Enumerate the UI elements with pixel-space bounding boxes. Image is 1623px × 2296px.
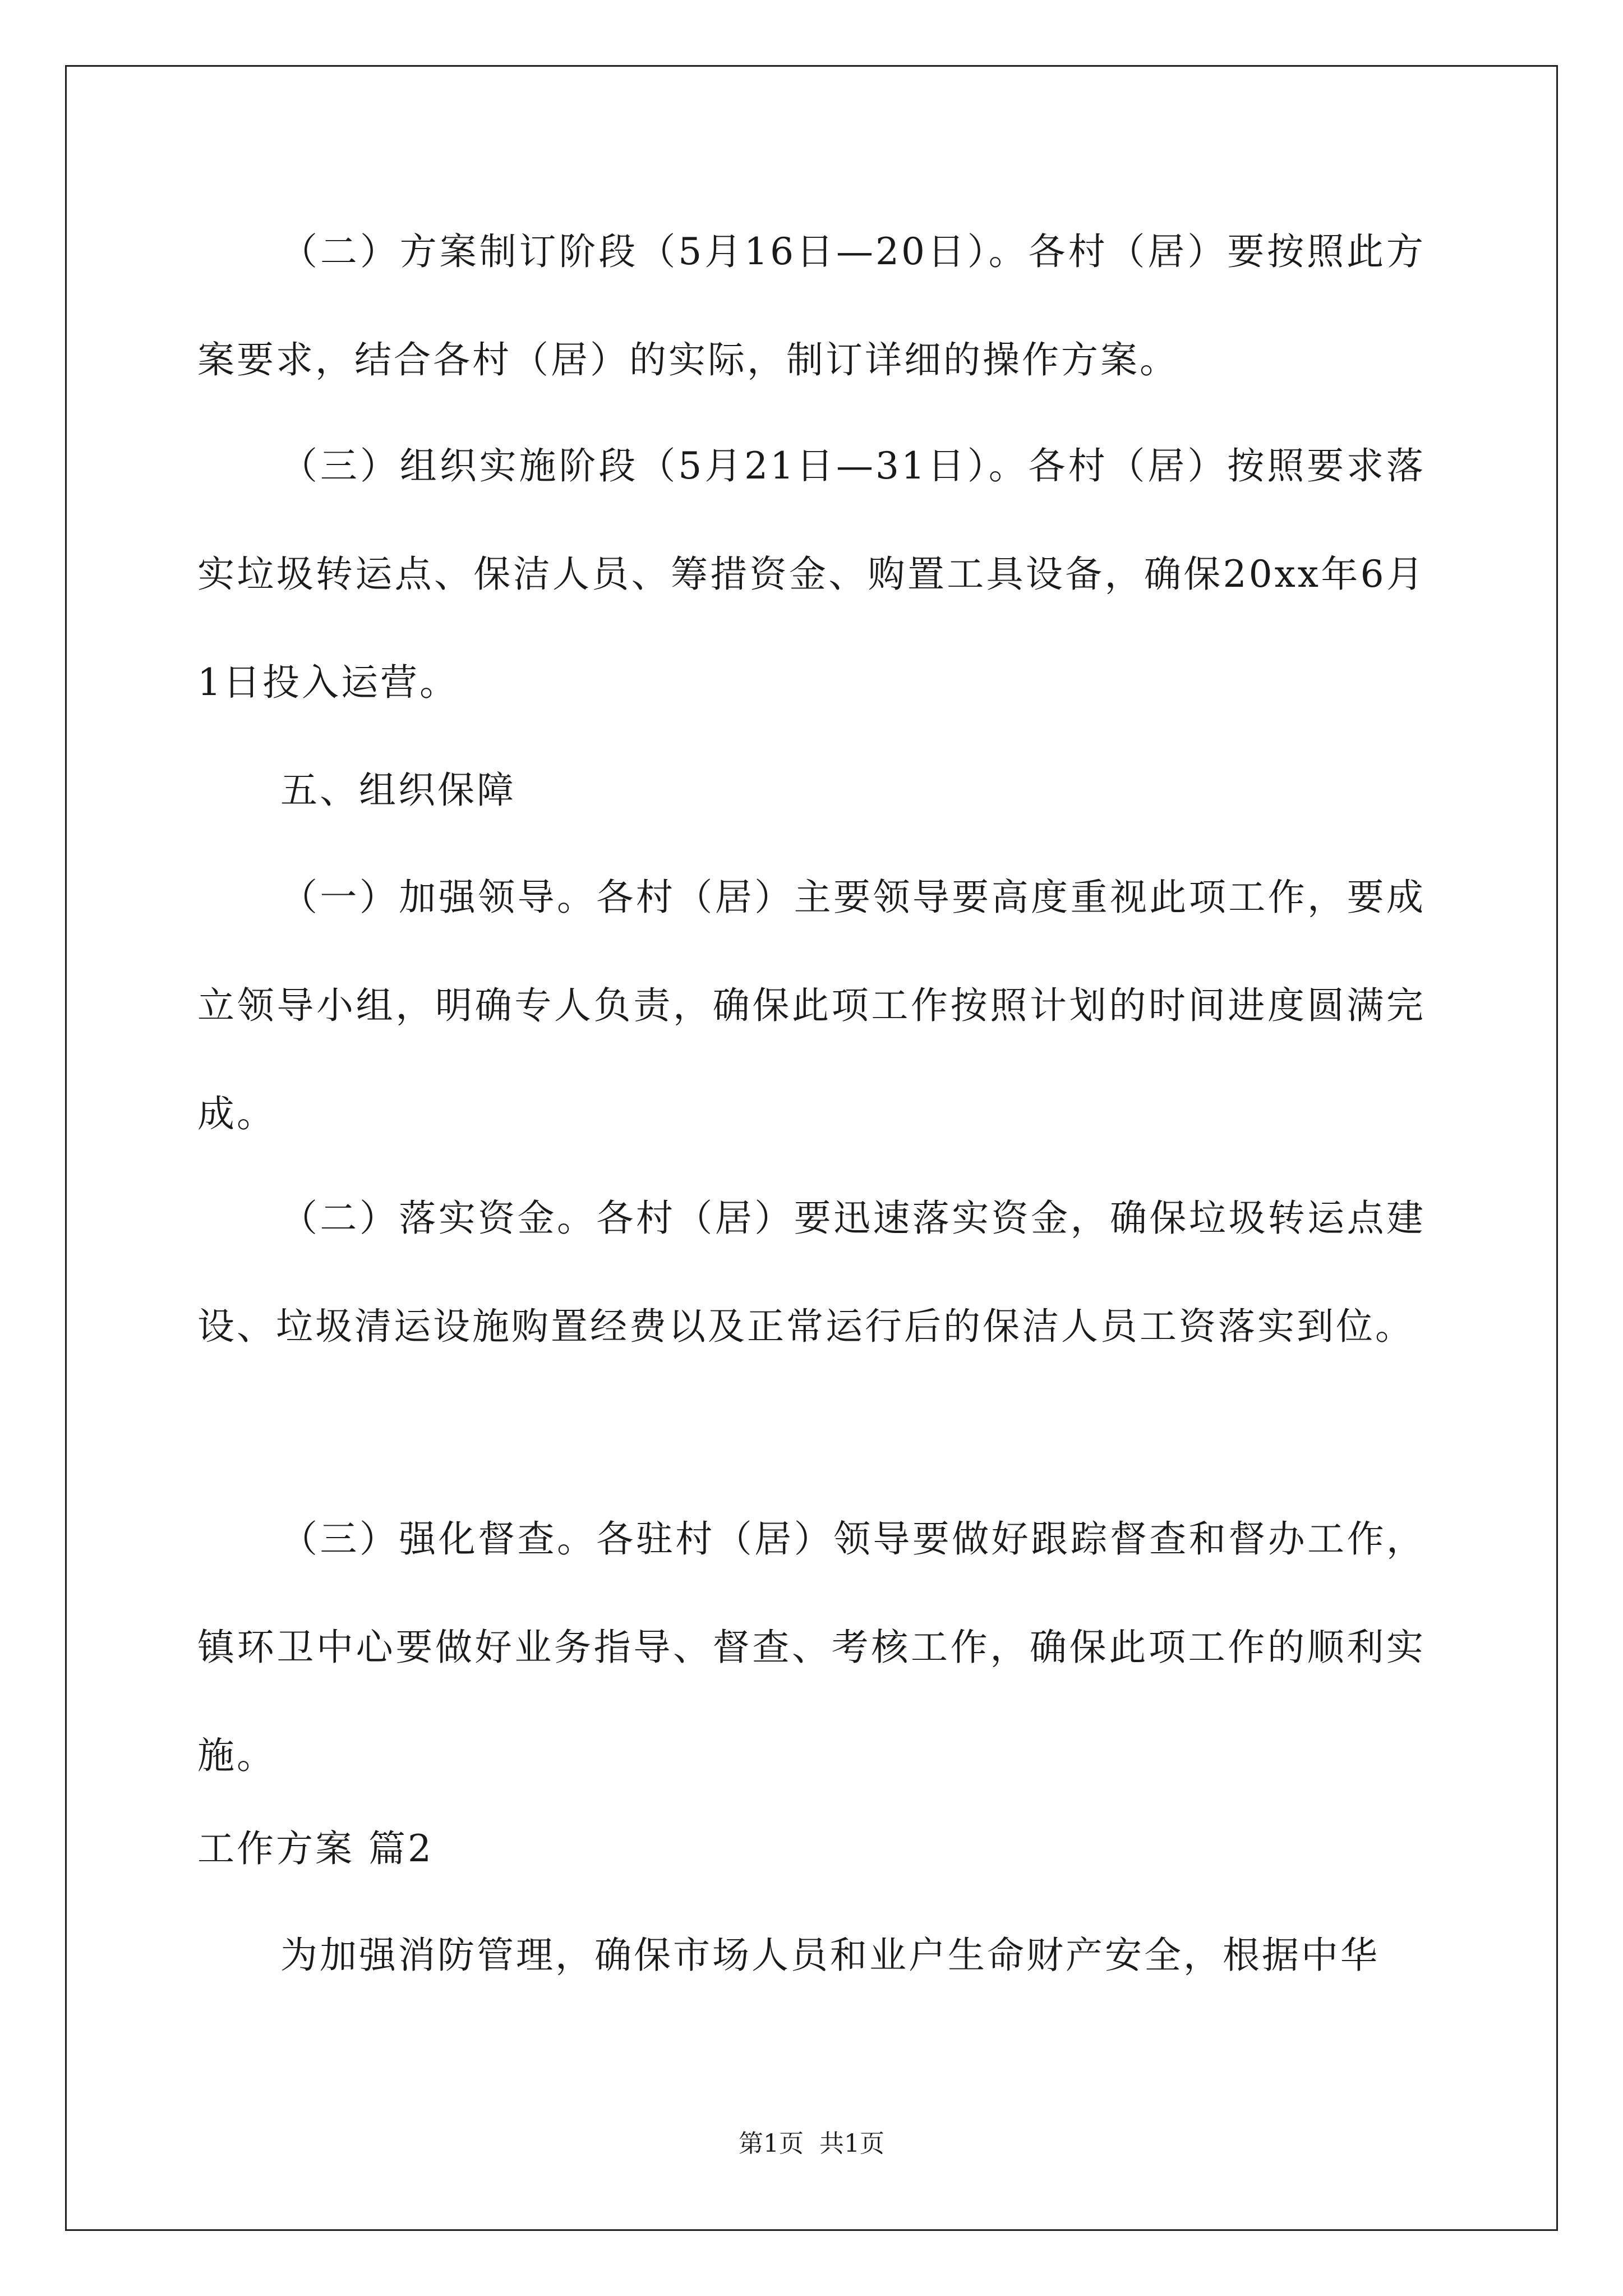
page-footer bbox=[0, 2123, 1623, 2159]
section-title-organization: 五、组织保障 bbox=[280, 769, 516, 812]
paragraph-plan-drafting: （二）方案制订阶段（5月16日—20日）。各村（居）要按照此方案要求，结合各村（居）的实际，制订详细的操作方案。 bbox=[197, 230, 1426, 381]
section-heading-plan-2: 工作方案 篇2 bbox=[197, 1827, 434, 1870]
paragraph-intro: 为加强消防管理，确保市场人员和业户生命财产安全，根据中华 bbox=[280, 1934, 1380, 1977]
page-total: 共1页 bbox=[819, 2129, 884, 2158]
paragraph-implementation: （三）组织实施阶段（5月21日—31日）。各村（居）按照要求落实垃圾转运点、保洁人员、筹措资金、购置工具设备，确保20xx年6月1日投入运营。 bbox=[197, 444, 1426, 704]
page-number: 第1页 bbox=[739, 2129, 804, 2158]
paragraph-funding: （二）落实资金。各村（居）要迅速落实资金，确保垃圾转运点建设、垃圾清运设施购置经费以及正常运行后的保洁人员工资落实到位。 bbox=[197, 1197, 1426, 1348]
paragraph-leadership: （一）加强领导。各村（居）主要领导要高度重视此项工作，要成立领导小组，明确专人负责，确保此项工作按照计划的时间进度圆满完成。 bbox=[197, 876, 1426, 1135]
paragraph-supervision: （三）强化督查。各驻村（居）领导要做好跟踪督查和督办工作，镇环卫中心要做好业务指导、督查、考核工作，确保此项工作的顺利实施。 bbox=[197, 1517, 1426, 1777]
